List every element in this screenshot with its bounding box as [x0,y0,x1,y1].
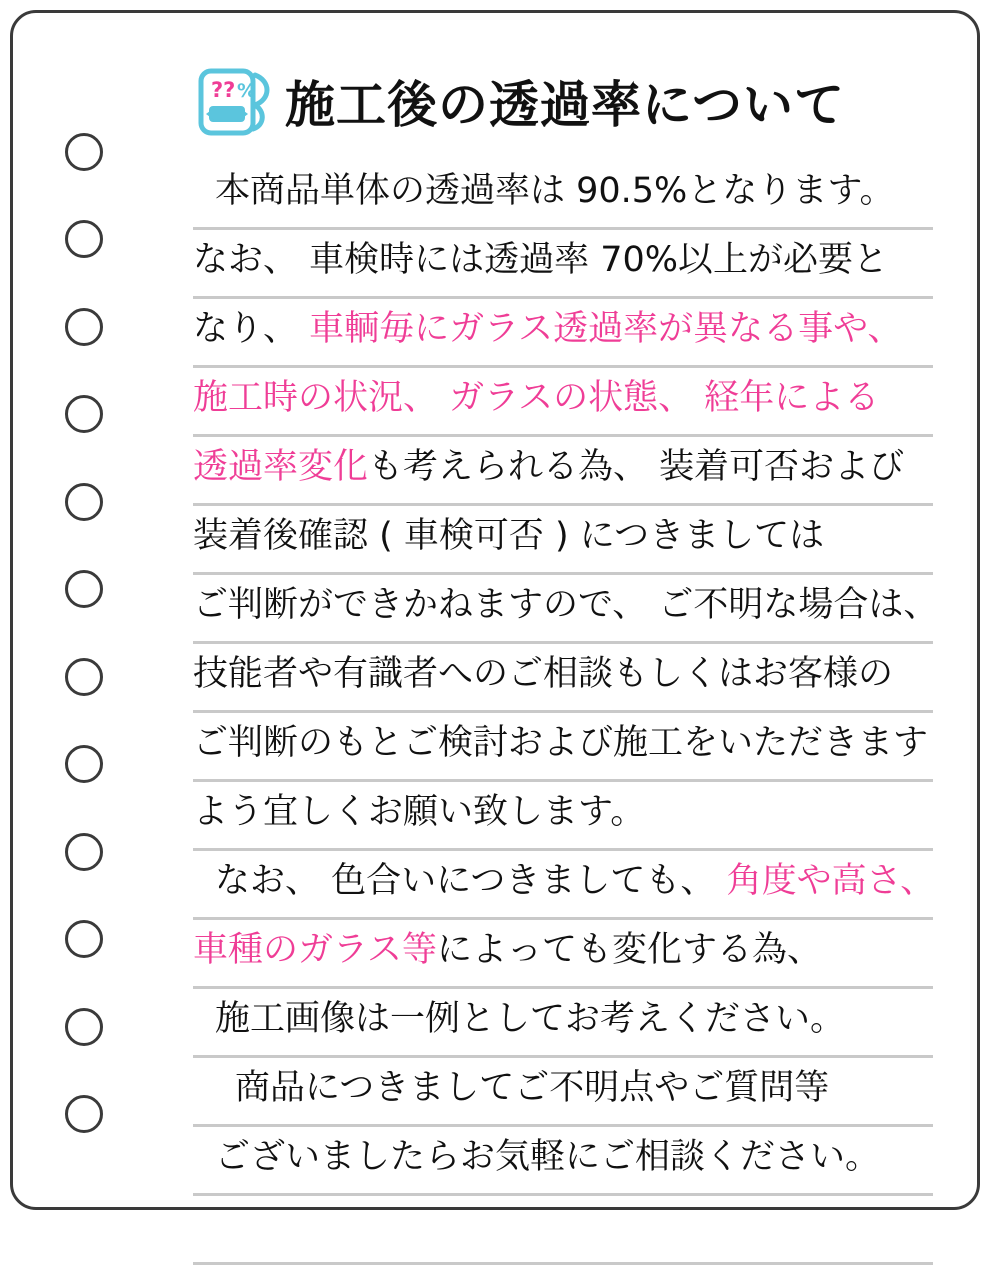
document-content [193,59,939,1265]
note-line-text [193,446,905,492]
note-line [193,506,933,575]
line-segment: 本商品単体の透過率は 90.5%となります。 [215,170,895,211]
line-segment: ご判断ができかねますので、 ご不明な場合は、 [193,584,939,625]
punch-hole [65,133,103,171]
note-line-text [193,1067,830,1113]
note-line-text [193,998,846,1044]
punch-hole [65,220,103,258]
note-line-text [193,791,646,837]
note-line [193,575,939,644]
transmittance-meter-icon [193,65,277,145]
line-segment: 装着後確認 ( 車検可否 ) につきましては [193,515,825,556]
note-lines [193,161,939,1265]
note-line [193,437,933,506]
note-line-text [193,239,889,285]
note-line [193,1058,933,1127]
page-title: 施工後の透過率について [285,76,845,134]
line-segment: ございましたらお気軽にご相談ください。 [215,1136,881,1177]
note-line [193,851,936,920]
note-line [193,368,933,437]
punch-hole [65,483,103,521]
note-line-text [193,653,894,699]
line-segment: よう宜しくお願い致します。 [193,791,646,832]
note-line-text [193,722,929,768]
punch-hole [65,570,103,608]
note-line [193,299,933,368]
line-segment: なお、 色合いにつきましても、 [215,860,727,901]
punch-hole [65,745,103,783]
note-line [193,782,933,851]
note-line-text [193,377,880,423]
note-line-text [193,308,903,354]
punch-hole [65,658,103,696]
note-line-text [193,170,895,216]
line-segment: ご判断のもとご検討および施工をいただきます [193,722,929,763]
line-segment-highlight: 透過率変化 [193,446,369,487]
line-segment-highlight: 角度や高さ、 [726,860,936,901]
note-line-text [193,860,936,906]
notebook-sheet [10,10,980,1210]
note-line [193,920,933,989]
note-line [193,644,933,713]
note-line-text [193,584,939,630]
punch-hole [65,920,103,958]
punch-hole [65,395,103,433]
punch-hole [65,1095,103,1133]
line-segment: 技能者や有識者へのご相談もしくはお客様の [193,653,894,694]
title-row [193,59,933,151]
note-line [193,230,933,299]
note-line-blank [193,1196,933,1265]
note-line [193,989,933,1058]
line-segment: 商品につきましてご不明点やご質問等 [235,1067,830,1108]
note-line-text [193,1208,204,1251]
punch-hole [65,1008,103,1046]
note-line [193,1127,933,1196]
line-segment: なり、 [193,308,310,349]
note-line-text [193,1136,881,1182]
line-segment-highlight: 車輌毎にガラス透過率が異なる事や、 [309,308,903,349]
note-line-text [193,515,825,561]
punch-hole [65,833,103,871]
line-segment-highlight: 車種のガラス等 [193,929,437,970]
note-line [193,713,933,782]
line-segment: も考えられる為、 装着可否および [368,446,905,487]
line-segment: によっても変化する為、 [436,929,822,970]
line-segment: なお、 車検時には透過率 70%以上が必要と [193,239,889,280]
svg-text:??: ?? [211,78,236,102]
svg-text:%: % [237,80,257,102]
note-line [193,161,933,230]
line-segment-highlight: 施工時の状況、 ガラスの状態、 経年による [193,377,880,418]
line-segment: 施工画像は一例としてお考えください。 [215,998,846,1039]
note-line-text [193,929,822,975]
punch-hole-column [49,133,119,1133]
punch-hole [65,308,103,346]
